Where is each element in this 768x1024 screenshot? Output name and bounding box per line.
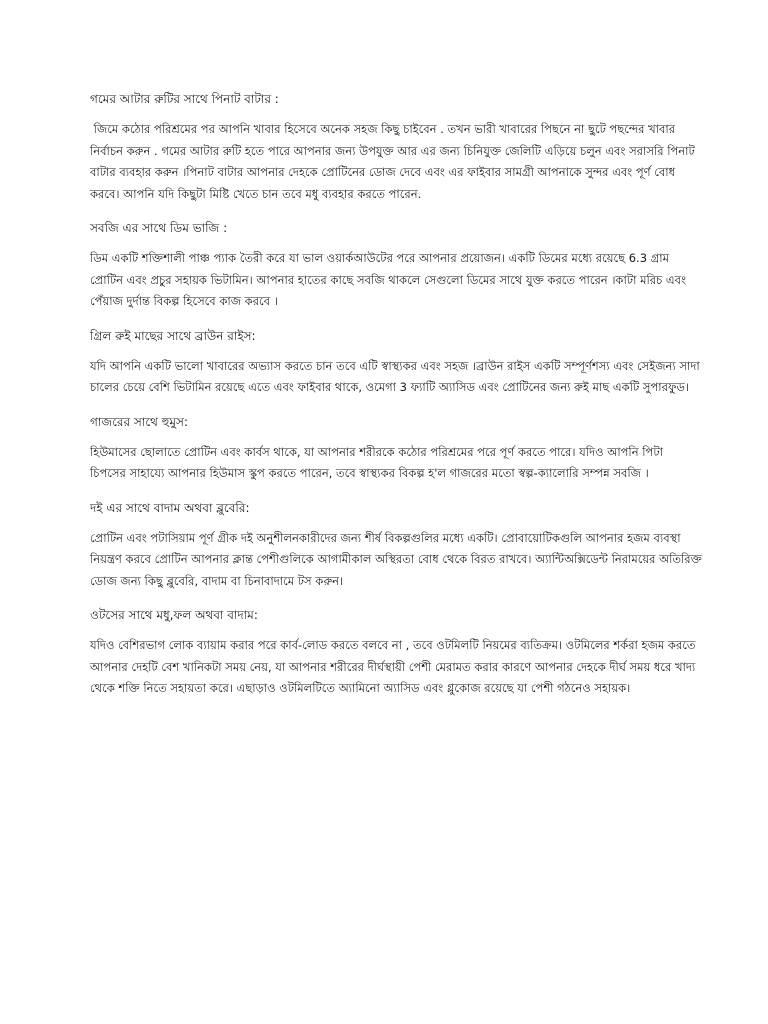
- section-heading: সবজি এর সাথে ডিম ভাজি :: [90, 221, 228, 235]
- section-paragraph: প্রোটিন এবং পটাসিয়াম পূর্ণ গ্রীক দই অনুশীলনকারীদের জন্য শীর্ষ বিকল্পগুলির মধ্যে একটি। প্রোবায়োটিকগুলি আপনার হজম ব্যবস্থা নিয়ন্ত্রণ করবে প্রোটিন আপনার ক্লান্ত পেশীগুলিকে আগামীকাল অস্থিরতা বোধ থেকে বিরত রাখবে। অ্যান্টিঅক্সিডেন্ট নিরাময়ের অতিরিক্ত ডোজ জন্য কিছু ব্লুবেরি, বাদাম বা চিনাবাদামে টস করুন।: [90, 530, 706, 588]
- section-heading: দই এর সাথে বাদাম অথবা ব্লুবেরি:: [90, 500, 250, 515]
- section-hummus-carrot: [90, 411, 702, 485]
- document-page: [90, 88, 706, 712]
- section-paragraph: যদিও বেশিরভাগ লোক ব্যায়াম করার পরে কার্ব-লোড করতে বলবে না , তবে ওটমিলটি নিয়মের ব্যতিক্রম। ওটমিলের শর্করা হজম করতে আপনার দেহটি বেশ খানিকটা সময় নেয়, যা আপনার শরীরের দীর্ঘস্থায়ী পেশী মেরামত করার কারণে আপনার দেহকে দীর্ঘ সময় ধরে খাদ্য থেকে শক্তি নিতে সহায়তা করে। এছাড়াও ওটমিলটিতে অ্যামিনো অ্যাসিড এবং গ্লুকোজ রয়েছে যা পেশী গঠনেও সহায়ক।: [90, 638, 700, 695]
- section-paragraph: হিউমাসের ছোলাতে প্রোটিন এবং কার্বস থাকে, যা আপনার শরীরকে কঠোর পরিশ্রমের পরে পূর্ণ করতে পারে। যদিও আপনি পিটা চিপসের সাহায্যে আপনার হিউমাস স্কুপ করতে পারেন, তবে স্বাস্থ্যকর বিকল্প হ'ল গাজরের মতো স্বল্প-ক্যালোরি সম্পন্ন সবজি ।: [90, 444, 667, 480]
- section-paragraph: জিমে কঠোর পরিশ্রমের পর আপনি খাবার হিসেবে অনেক সহজ কিছু চাইবেন . তখন ভারী খাবারের পিছনে না ছুটে পছন্দের খাবার নির্বাচন করুন . গমের আটার রুটি হতে পারে আপনার জন্য উপযুক্ত আর এর জন্য চিনিযুক্ত জেলিটি এড়িয়ে চলুন এবং সরাসরি পিনাট বাটার ব্যবহার করুন ।পিনাট বাটার আপনার দেহকে প্রোটিনের ডোজ দেবে এবং এর ফাইবার সামগ্রী আপনাকে সুন্দর এবং পূর্ণ বোধ করবে। আপনি যদি কিছুটা মিষ্টি খেতে চান তবে মধু ব্যবহার করতে পারেন.: [90, 122, 699, 201]
- section-yogurt: [90, 497, 706, 593]
- section-paragraph: ডিম একটি শক্তিশালী পাঞ্চ প্যাক তৈরী করে যা ভাল ওয়ার্কআউটের পরে আপনার প্রয়োজন। একটি ডিমের মধ্যে রয়েছে 6.3 গ্রাম প্রোটিন এবং প্রচুর সহায়ক ভিটামিন। আপনার হাতের কাছে সবজি থাকলে সেগুলো ডিমের সাথে যুক্ত করতে পারেন ।কাটা মরিচ এবং পেঁয়াজ দুর্দান্ত বিকল্প হিসেবে কাজ করবে ।: [90, 251, 690, 308]
- section-heading: গাজরের সাথে হুমুস:: [90, 414, 189, 429]
- section-oats: [90, 604, 702, 700]
- section-heading: গমের আটার রুটির সাথে পিনাট বাটার :: [90, 92, 279, 106]
- section-heading: গ্রিল রুই মাছের সাথে ব্রাউন রাইস:: [90, 328, 256, 343]
- section-egg-vegetable: [90, 217, 702, 313]
- section-paragraph: যদি আপনি একটি ভালো খাবারের অভ্যাস করতে চান তবে এটি স্বাস্থ্যকর এবং সহজ ।ব্রাউন রাইস একটি সম্পূর্ণশস্য এবং সেইজন্য সাদা চালের চেয়ে বেশি ভিটামিন রয়েছে এতে এবং ফাইবার থাকে, ওমেগা 3 ফ্যাটি অ্যাসিড এবং প্রোটিনের জন্য রুই মাছ একটি সুপারফুড।: [90, 358, 704, 394]
- section-fish-brown-rice: [90, 325, 702, 399]
- section-peanut-butter: [90, 88, 702, 205]
- section-heading: ওটসের সাথে মধু,ফল অথবা বাদাম:: [90, 608, 258, 622]
